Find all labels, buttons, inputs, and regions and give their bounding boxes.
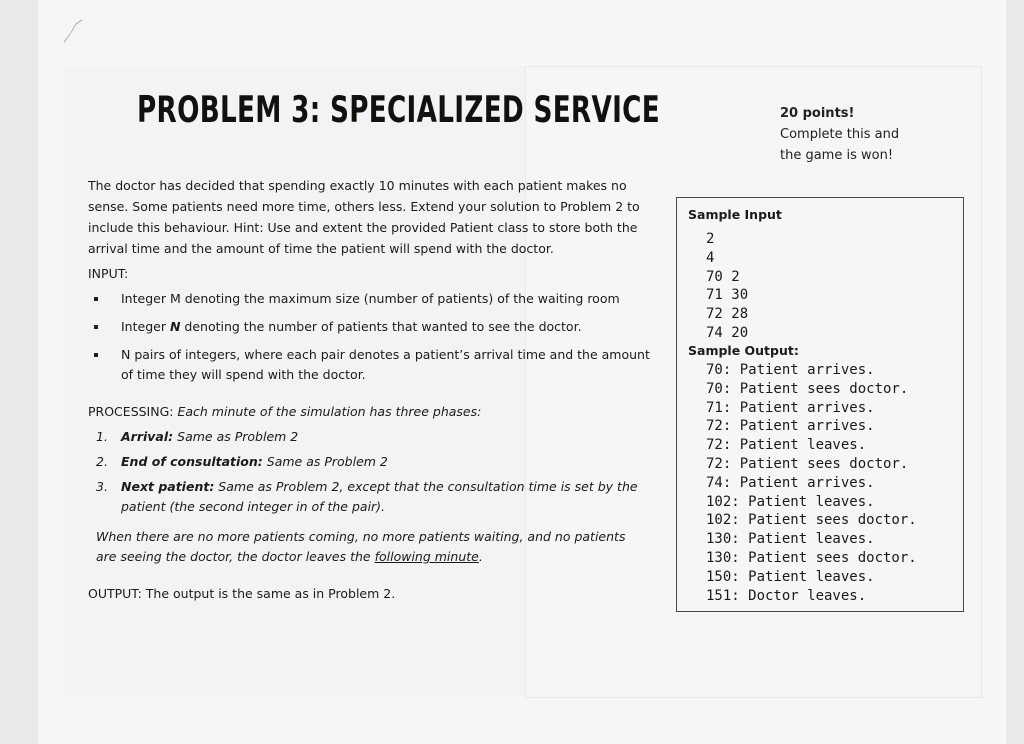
sample-output-line: 74: Patient arrives. bbox=[706, 474, 875, 491]
problem-description: The doctor has decided that spending exactly 10 minutes with each patient makes no sense. Some patients need more time, others less. Extend your solution to Problem 2 to include this behaviour. Hint: Use and extent the provided Patient class to store both the arrival time and the amount of time the patient will spend with the doctor. bbox=[88, 178, 640, 256]
phase-item bbox=[96, 427, 646, 447]
points-value: 20 points! bbox=[780, 106, 855, 121]
phase-item bbox=[96, 452, 646, 472]
phase-number: 2. bbox=[96, 454, 108, 469]
input-item-variable: N bbox=[169, 319, 181, 334]
points-line-2: the game is won! bbox=[780, 148, 894, 163]
sample-output-line: 72: Patient arrives. bbox=[706, 418, 875, 435]
input-heading: INPUT: bbox=[88, 266, 129, 281]
bullet-icon bbox=[94, 297, 98, 301]
phase-list bbox=[96, 427, 646, 522]
sample-output-heading: Sample Output: bbox=[688, 343, 799, 358]
sample-output-line: 70: Patient arrives. bbox=[706, 362, 875, 378]
sample-output-line: 130: Patient leaves. bbox=[706, 531, 875, 548]
sample-output-line: 130: Patient sees doctor. bbox=[706, 549, 917, 566]
sample-output-lines bbox=[706, 361, 917, 605]
sample-output-line: 102: Patient sees doctor. bbox=[706, 512, 917, 529]
input-item-text-rest: denoting the number of patients that wanted to see the doctor. bbox=[180, 319, 582, 334]
note-underlined: following minute bbox=[374, 549, 479, 564]
termination-note bbox=[96, 527, 646, 567]
input-item bbox=[92, 289, 652, 309]
output-label: OUTPUT: bbox=[88, 586, 142, 601]
sample-input-line: 74 20 bbox=[706, 324, 749, 341]
processing-heading bbox=[88, 404, 481, 419]
sample-output-line: 72: Patient sees doctor. bbox=[706, 455, 909, 472]
note-text: When there are no more patients coming, no more patients waiting, and no patients are seeing the doctor, the doctor leaves the bbox=[96, 529, 626, 564]
sample-output-line: 71: Patient arrives. bbox=[706, 399, 875, 416]
bullet-icon bbox=[94, 325, 98, 329]
bullet-icon bbox=[94, 353, 98, 357]
phase-text: Same as Problem 2 bbox=[173, 429, 299, 444]
sample-output-line: 102: Patient leaves. bbox=[706, 493, 875, 510]
input-list bbox=[92, 289, 652, 393]
input-item bbox=[92, 317, 652, 337]
phase-name: End of consultation: bbox=[121, 454, 263, 469]
points-line-1: Complete this and bbox=[780, 127, 900, 142]
phase-text: Same as Problem 2 bbox=[262, 454, 388, 469]
page-corner-mark bbox=[62, 18, 86, 44]
sample-input-line: 2 bbox=[706, 231, 715, 247]
sample-input-lines bbox=[706, 230, 748, 343]
phase-number: 3. bbox=[96, 479, 108, 494]
sample-input-line: 71 30 bbox=[706, 287, 749, 304]
sample-input-heading: Sample Input bbox=[688, 207, 782, 222]
note-end: . bbox=[478, 549, 483, 564]
sample-output-line: 70: Patient sees doctor. bbox=[706, 380, 909, 397]
phase-name: Arrival: bbox=[121, 429, 174, 444]
processing-label: PROCESSING: bbox=[88, 404, 174, 419]
phase-number: 1. bbox=[96, 429, 108, 444]
sample-output-line: 151: Doctor leaves. bbox=[706, 587, 867, 604]
input-item-text: Integer M denoting the maximum size (number of patients) of the waiting room bbox=[121, 291, 620, 306]
processing-desc: Each minute of the simulation has three phases: bbox=[177, 404, 482, 419]
input-item-text: N pairs of integers, where each pair denotes a patient’s arrival time and the amount of time they will spend with the doctor. bbox=[121, 347, 650, 382]
page-title: PROBLEM 3: SPECIALIZED SERVICE bbox=[137, 88, 660, 131]
input-item-text: Integer bbox=[121, 319, 170, 334]
input-item bbox=[92, 345, 652, 385]
phase-text: Same as Problem 2, except that the consultation time is set by the patient (the second integer in of the pair). bbox=[121, 479, 638, 514]
phase-name: Next patient: bbox=[121, 479, 215, 494]
points-note bbox=[780, 103, 980, 166]
sample-input-line: 70 2 bbox=[706, 268, 740, 285]
sample-output-line: 150: Patient leaves. bbox=[706, 568, 875, 585]
sample-input-line: 4 bbox=[706, 249, 715, 266]
sample-output-line: 72: Patient leaves. bbox=[706, 437, 867, 454]
sample-input-line: 72 28 bbox=[706, 306, 749, 323]
output-section bbox=[88, 586, 395, 601]
output-text: The output is the same as in Problem 2. bbox=[145, 586, 396, 601]
phase-item bbox=[96, 477, 646, 517]
